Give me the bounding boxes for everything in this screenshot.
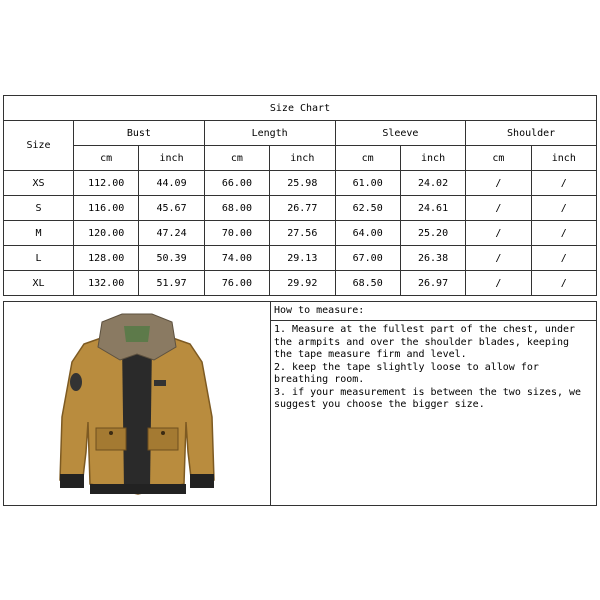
measurement-cell: 132.00 <box>74 271 139 296</box>
instruction-item: 1. Measure at the fullest part of the chest, under the armpits and over the shoulder blades, keeping the tape measure firm and level. <box>274 324 576 360</box>
measurement-cell: 67.00 <box>335 246 400 271</box>
group-header-shoulder: Shoulder <box>466 121 597 146</box>
measurement-cell: / <box>531 221 596 246</box>
measurement-cell: / <box>466 221 531 246</box>
measurement-cell: 62.50 <box>335 196 400 221</box>
how-to-text <box>271 321 596 415</box>
size-chart-table <box>3 95 597 296</box>
measurement-cell: / <box>531 196 596 221</box>
table-row <box>4 171 597 196</box>
measurement-cell: 61.00 <box>335 171 400 196</box>
group-header-length: Length <box>204 121 335 146</box>
measurement-cell: 47.24 <box>139 221 204 246</box>
size-cell: L <box>4 246 74 271</box>
size-cell: XL <box>4 271 74 296</box>
measurement-cell: 29.13 <box>270 246 335 271</box>
measurement-cell: 66.00 <box>204 171 269 196</box>
unit-header: cm <box>204 146 269 171</box>
size-cell: M <box>4 221 74 246</box>
measurement-cell: 25.98 <box>270 171 335 196</box>
unit-header: cm <box>335 146 400 171</box>
measurement-cell: 76.00 <box>204 271 269 296</box>
measurement-cell: / <box>531 271 596 296</box>
size-header: Size <box>4 121 74 171</box>
group-header-sleeve: Sleeve <box>335 121 466 146</box>
table-row <box>4 271 597 296</box>
measurement-cell: 116.00 <box>74 196 139 221</box>
unit-header: inch <box>270 146 335 171</box>
measurement-cell: 44.09 <box>139 171 204 196</box>
instruction-item: 2. keep the tape slightly loose to allow for breathing room. <box>274 361 539 385</box>
measurement-cell: 26.97 <box>400 271 465 296</box>
instruction-item: 3. if your measurement is between the two sizes, we suggest you choose the bigger size. <box>274 386 582 410</box>
measure-section <box>3 301 597 506</box>
measurement-cell: / <box>466 271 531 296</box>
unit-header: cm <box>74 146 139 171</box>
measurement-cell: 112.00 <box>74 171 139 196</box>
how-to-measure <box>271 302 596 505</box>
measurement-cell: 68.50 <box>335 271 400 296</box>
measurement-cell: 68.00 <box>204 196 269 221</box>
measurement-cell: 25.20 <box>400 221 465 246</box>
unit-header: inch <box>139 146 204 171</box>
measurement-cell: 74.00 <box>204 246 269 271</box>
measurement-cell: 128.00 <box>74 246 139 271</box>
measurement-cell: 26.77 <box>270 196 335 221</box>
group-header-bust: Bust <box>74 121 205 146</box>
unit-header: cm <box>466 146 531 171</box>
jacket-illustration <box>4 302 270 505</box>
measurement-cell: 27.56 <box>270 221 335 246</box>
measurement-cell: / <box>466 171 531 196</box>
measurement-cell: / <box>466 196 531 221</box>
measurement-cell: 50.39 <box>139 246 204 271</box>
measurement-cell: 24.02 <box>400 171 465 196</box>
table-row <box>4 221 597 246</box>
unit-header: inch <box>531 146 596 171</box>
measurement-cell: / <box>466 246 531 271</box>
size-cell: S <box>4 196 74 221</box>
measurement-cell: 26.38 <box>400 246 465 271</box>
measurement-cell: 64.00 <box>335 221 400 246</box>
how-to-title: How to measure: <box>271 302 596 321</box>
measurement-cell: 70.00 <box>204 221 269 246</box>
unit-header: inch <box>400 146 465 171</box>
measurement-cell: 45.67 <box>139 196 204 221</box>
table-row <box>4 196 597 221</box>
measurement-cell: / <box>531 171 596 196</box>
product-image <box>4 302 271 505</box>
size-cell: XS <box>4 171 74 196</box>
measurement-cell: 29.92 <box>270 271 335 296</box>
measurement-cell: / <box>531 246 596 271</box>
measurement-cell: 24.61 <box>400 196 465 221</box>
chart-title: Size Chart <box>4 96 597 121</box>
measurement-cell: 51.97 <box>139 271 204 296</box>
table-row <box>4 246 597 271</box>
measurement-cell: 120.00 <box>74 221 139 246</box>
